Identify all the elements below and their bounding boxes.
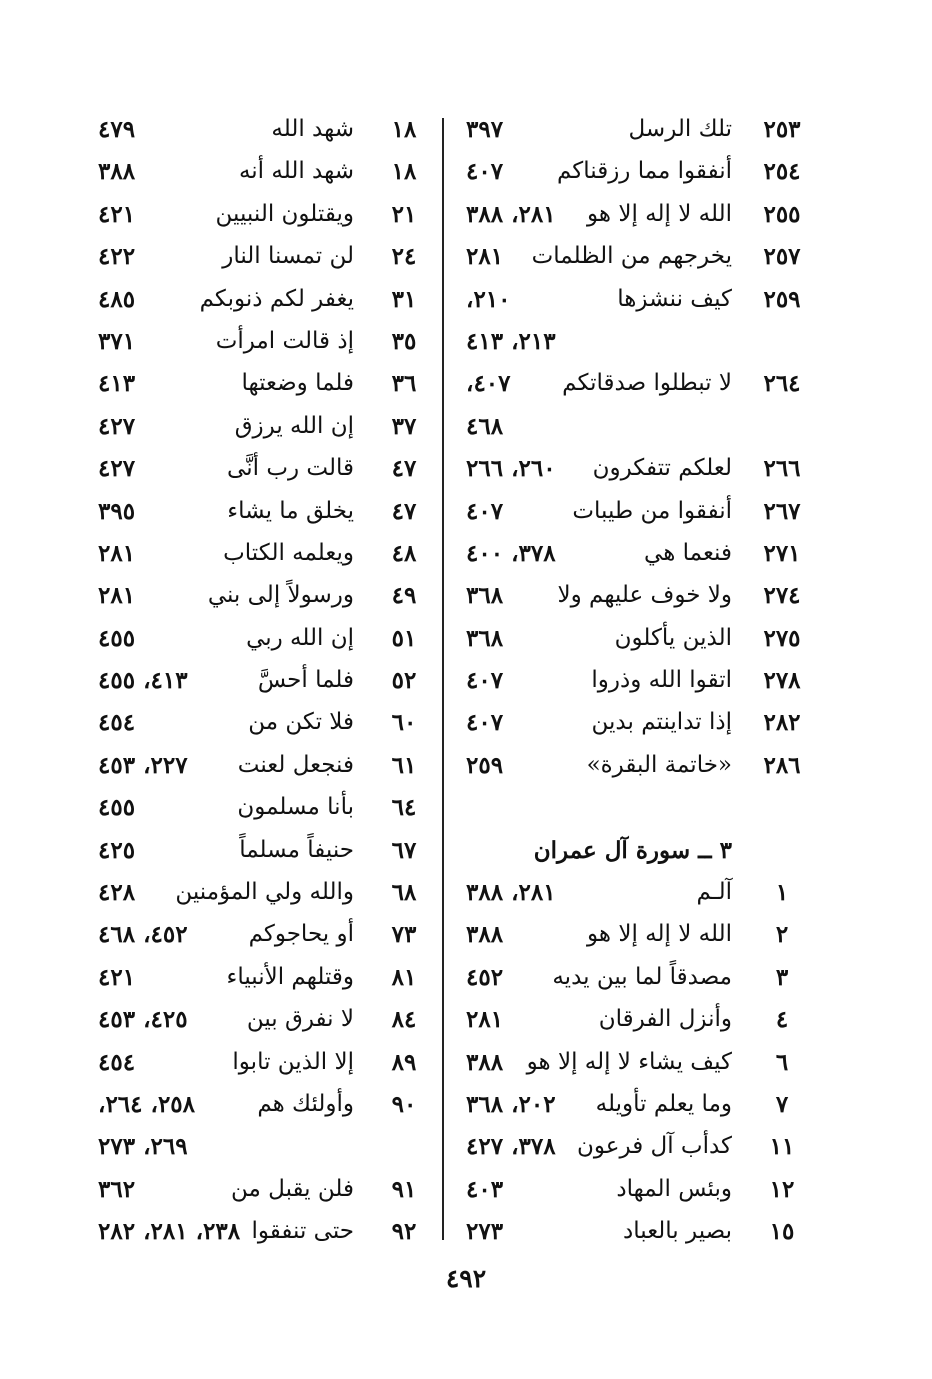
page-references: ٣٨٨ [98, 158, 136, 186]
index-entry [98, 1000, 428, 1042]
verse-number: ٢٥٧ [763, 243, 801, 271]
verse-text: إن الله يرزق [234, 412, 354, 439]
verse-text: كيف ننشزها [617, 285, 732, 312]
verse-number: ٣١ [391, 285, 417, 313]
verse-text: لن تمسنا النار [222, 243, 354, 270]
verse-number: ٢٦٤ [763, 370, 801, 398]
verse-text: يخلق ما يشاء [227, 497, 354, 524]
page-references: ٤٢٥ [98, 836, 136, 864]
index-entry [98, 915, 428, 957]
index-entry [98, 534, 428, 576]
verse-text: قالت رب أنَّى [227, 455, 354, 482]
verse-text: الله لا إله إلا هو [587, 921, 732, 948]
page-references: ٢٦٩، ٢٧٣ [98, 1133, 188, 1161]
verse-number: ٣٦ [391, 370, 417, 398]
page-references: ٢٨١، ٣٨٨ [466, 200, 556, 228]
verse-number: ٢١ [391, 200, 417, 228]
verse-text: بصير بالعباد [623, 1218, 732, 1245]
verse-text: وأولئك هم [257, 1090, 354, 1117]
verse-number: ٩٠ [391, 1090, 417, 1118]
verse-text: وقتلهم الأنبياء [226, 963, 354, 990]
index-entry [466, 788, 806, 830]
verse-text: فنجعل لعنت [237, 751, 354, 778]
index-entry [466, 1170, 806, 1212]
verse-text: الذين يأكلون [614, 624, 732, 651]
verse-text: كيف يشاء لا إله إلا هو [526, 1048, 732, 1075]
index-entry [466, 364, 806, 406]
page-references: ٤٠٧ [466, 158, 504, 186]
page-references: ٣٩٧ [466, 116, 504, 143]
verse-number: ٦ [775, 1048, 789, 1076]
index-entry [466, 746, 806, 788]
page-references: ٤٠٧ [466, 497, 504, 525]
page-references: ٤٢٥، ٤٥٣ [98, 1006, 188, 1034]
index-entry [466, 1085, 806, 1127]
verse-text: وبئس المهاد [616, 1175, 732, 1202]
verse-text: تلك الرسل [628, 116, 732, 142]
verse-text: يخرجهم من الظلمات [531, 243, 732, 270]
page-references: ٤١٣ [98, 370, 136, 398]
verse-number: ٤٩ [391, 582, 417, 610]
verse-number: ٦٠ [391, 709, 417, 737]
verse-number: ٩٢ [391, 1218, 417, 1246]
index-entry [98, 1170, 428, 1212]
index-entry [98, 1127, 428, 1169]
page-number: ٤٩٢ [445, 1264, 487, 1293]
verse-number: ٢٧٤ [763, 582, 801, 610]
verse-number: ٦٤ [391, 794, 417, 822]
page-references: ٤٠٧ [466, 667, 504, 695]
page-references: ٤٠٧ [466, 709, 504, 737]
verse-text: لعلكم تتفكرون [592, 455, 732, 482]
page-references: ٣٧٨، ٤٠٠ [466, 539, 556, 567]
verse-number: ٢٥٤ [763, 158, 801, 186]
verse-number: ٢٧٨ [763, 667, 801, 695]
verse-text: أنفقوا مما رزقناكم [557, 158, 732, 185]
verse-number: ٢٧٥ [763, 624, 801, 652]
index-entry [466, 1212, 806, 1254]
verse-text: آلـم [696, 879, 732, 906]
verse-text: ويعلمه الكتاب [223, 539, 354, 566]
verse-number: ٣٥ [391, 327, 417, 355]
verse-number: ٦٧ [391, 836, 417, 864]
index-entry [98, 280, 428, 322]
index-entry [466, 915, 806, 957]
verse-text: لا تبطلوا صدقاتكم [562, 370, 732, 397]
page-references: ٢٨١ [98, 539, 136, 567]
page-references: ٢٠٢، ٣٦٨ [466, 1090, 556, 1118]
verse-text: اتقوا الله وذروا [591, 667, 732, 694]
page-references: ٢٨١ [466, 1006, 504, 1034]
verse-text: إذ قالت امرأت [215, 327, 354, 354]
verse-number: ٧٣ [391, 921, 417, 949]
index-entry [466, 492, 806, 534]
verse-number: ٨١ [391, 963, 417, 991]
verse-number: ٥٢ [391, 667, 417, 695]
page-references: ٣٧١ [98, 327, 136, 355]
verse-number: ٢٤ [391, 243, 417, 271]
verse-text: مصدقاً لما بين يديه [552, 963, 732, 990]
index-entry [466, 619, 806, 661]
page-references: ٢٨١ [466, 243, 504, 271]
page-references: ٤٢٧ [98, 455, 136, 483]
verse-number: ٤٨ [391, 539, 417, 567]
verse-text: فلا تكن من [248, 709, 354, 736]
page-references: ٢٥٩ [466, 751, 504, 779]
index-entry [466, 576, 806, 618]
page-references: ٢٧٣ [466, 1218, 504, 1246]
verse-text: حنيفاً مسلماً [239, 836, 354, 863]
page-references: ٢٨١، ٣٨٨ [466, 879, 556, 907]
index-entry [98, 407, 428, 449]
index-entry [466, 873, 806, 915]
page-references: ٣٨٨ [466, 921, 504, 949]
page-references: ٤٥٢ [466, 963, 504, 991]
page-references: ٤٥٤ [98, 709, 136, 737]
page-references: ٢١٠، [466, 285, 511, 313]
page-references: ٤٠٣ [466, 1175, 504, 1203]
verse-number: ١١ [769, 1133, 795, 1161]
verse-text: فلن يقبل من [231, 1175, 354, 1202]
verse-number: ٤ [775, 1006, 789, 1034]
verse-text: شهد الله [271, 116, 354, 142]
index-entry [98, 661, 428, 703]
index-entry [98, 619, 428, 661]
page-references: ٤٦٨ [466, 412, 504, 440]
page-references: ٤٢١ [98, 963, 136, 991]
verse-number: ٢ [775, 921, 789, 949]
verse-number: ١ [775, 879, 789, 907]
verse-number: ٥١ [391, 624, 417, 652]
verse-number: ٢٥٥ [763, 200, 801, 228]
verse-text: فلما وضعتها [241, 370, 354, 397]
index-entry [98, 746, 428, 788]
index-entry [466, 661, 806, 703]
index-entry [98, 873, 428, 915]
page-references: ٣٦٢ [98, 1175, 136, 1203]
page-references: ٤٢١ [98, 200, 136, 228]
verse-text: فنعما هي [644, 539, 732, 566]
verse-number: ١٨ [391, 158, 417, 186]
verse-text: إن الله ربي [246, 624, 354, 651]
page-references: ٤٧٩ [98, 116, 136, 143]
index-entry [466, 703, 806, 745]
verse-text: ويقتلون النبيين [215, 200, 354, 227]
page-references: ٣٩٥ [98, 497, 136, 525]
index-entry [98, 1085, 428, 1127]
verse-text: أو يحاجوكم [248, 921, 354, 948]
page-references: ٤٠٧، [466, 370, 511, 398]
verse-text: إلا الذين تابوا [232, 1048, 354, 1075]
index-entry [466, 1000, 806, 1042]
index-entry [98, 110, 428, 152]
index-entry [466, 237, 806, 279]
index-entry [98, 831, 428, 873]
page-references: ٣٦٨ [466, 582, 504, 610]
page-references: ٣٨٨ [466, 1048, 504, 1076]
verse-number: ٣٧ [391, 412, 417, 440]
index-entry [466, 958, 806, 1000]
verse-number: ٧ [775, 1090, 789, 1118]
verse-text: كدأب آل فرعون [577, 1133, 732, 1160]
index-entry [466, 449, 806, 491]
page-references: ٣٧٨، ٤٢٧ [466, 1133, 556, 1161]
verse-number: ٣ [775, 963, 789, 991]
index-entry [98, 195, 428, 237]
verse-text: حتى تنفقوا [251, 1218, 354, 1245]
verse-text: وأنزل الفرقان [598, 1006, 732, 1033]
verse-text: شهد الله أنه [238, 158, 354, 185]
index-entry [98, 364, 428, 406]
verse-text: لا نفرق بين [246, 1006, 354, 1033]
index-entry [98, 322, 428, 364]
verse-number: ٢٦٧ [763, 497, 801, 525]
index-entry [98, 1043, 428, 1085]
verse-text: والله ولي المؤمنين [175, 879, 354, 906]
index-entry [466, 322, 806, 364]
verse-text: بأنا مسلمون [237, 794, 354, 821]
index-entry [98, 576, 428, 618]
verse-number: ١٨ [391, 116, 417, 143]
index-entry [466, 407, 806, 449]
page-references: ٣٦٨ [466, 624, 504, 652]
page-references: ٤٥٢، ٤٦٨ [98, 921, 188, 949]
index-entry [466, 280, 806, 322]
verse-number: ٦١ [391, 751, 417, 779]
page-references: ٤٥٤ [98, 1048, 136, 1076]
index-entry [98, 958, 428, 1000]
index-entry [98, 1212, 428, 1254]
page-references: ٢٦٠، ٢٦٦ [466, 455, 556, 483]
index-entry [98, 449, 428, 491]
page-references: ٢١٣، ٤١٣ [466, 327, 556, 355]
verse-text: ولا خوف عليهم ولا [557, 582, 732, 609]
page-references: ٤٢٨ [98, 879, 136, 907]
index-entry [466, 534, 806, 576]
verse-number: ١٢ [769, 1175, 795, 1203]
index-entry [98, 703, 428, 745]
index-entry [466, 195, 806, 237]
verse-text: ورسولاً إلى بني [207, 582, 354, 609]
verse-text: إذا تداينتم بدين [591, 709, 732, 736]
index-entry [98, 492, 428, 534]
page-references: ٤٨٥ [98, 285, 136, 313]
verse-number: ٢٨٢ [763, 709, 801, 737]
right-column [466, 110, 806, 1255]
verse-number: ٨٩ [391, 1048, 417, 1076]
verse-number: ٤٧ [391, 455, 417, 483]
verse-number: ٢٥٣ [763, 116, 801, 143]
index-entry [466, 152, 806, 194]
page-references: ٤٥٥ [98, 794, 136, 822]
page-references: ٢٨١ [98, 582, 136, 610]
verse-number: ٢٦٦ [763, 455, 801, 483]
verse-number: ٨٤ [391, 1006, 417, 1034]
page-references: ٢٢٧، ٤٥٣ [98, 751, 188, 779]
column-divider [442, 118, 444, 1240]
verse-number: ٢٧١ [763, 539, 801, 567]
page-references: ٤٢٧ [98, 412, 136, 440]
verse-number: ٦٨ [391, 879, 417, 907]
index-entry [98, 237, 428, 279]
page-references: ٤١٣، ٤٥٥ [98, 667, 188, 695]
verse-text: «خاتمة البقرة» [586, 751, 732, 778]
surah-heading: ٣ ــ سورة آل عمران [533, 836, 732, 864]
verse-text: الله لا إله إلا هو [587, 200, 732, 227]
verse-number: ٢٥٩ [763, 285, 801, 313]
verse-number: ٤٧ [391, 497, 417, 525]
left-column [98, 110, 428, 1255]
verse-text: فلما أحسَّ [257, 667, 354, 694]
verse-text: وما يعلم تأويله [595, 1090, 732, 1117]
index-entry [98, 152, 428, 194]
verse-number: ٩١ [391, 1175, 417, 1203]
index-entry [466, 110, 806, 152]
verse-number: ٢٨٦ [763, 751, 801, 779]
page-references: ٤٢٢ [98, 243, 136, 271]
index-entry [466, 831, 806, 873]
index-entry [466, 1127, 806, 1169]
verse-text: أنفقوا من طيبات [572, 497, 732, 524]
page-references: ٢٣٨، ٢٨١، ٢٨٢ [98, 1218, 241, 1246]
verse-number: ١٥ [769, 1218, 795, 1246]
verse-text: يغفر لكم ذنوبكم [199, 285, 354, 312]
index-entry [98, 788, 428, 830]
page-references: ٢٥٨، ٢٦٤، [98, 1090, 195, 1118]
index-entry [466, 1043, 806, 1085]
page-references: ٤٥٥ [98, 624, 136, 652]
